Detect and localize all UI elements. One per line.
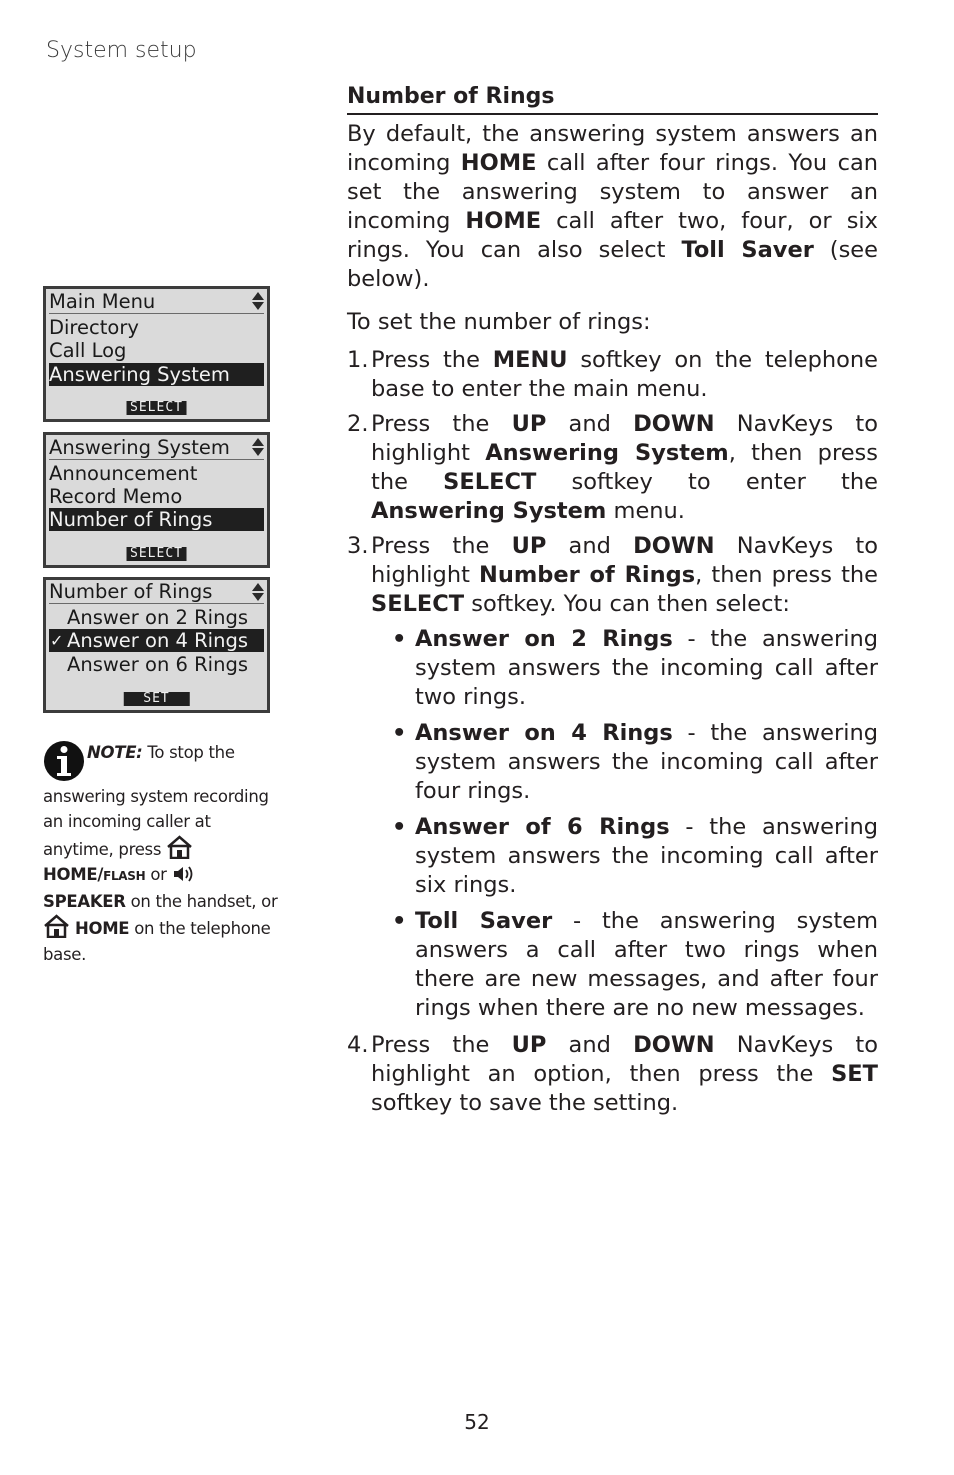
flash-key: FLASH	[103, 868, 146, 883]
list-item: • Answer on 2 Rings - the answering system answers the incoming call after two rings.	[392, 626, 878, 710]
softkey-label: SET	[123, 692, 189, 706]
note-box	[43, 740, 278, 967]
scroll-arrows-icon	[251, 437, 265, 457]
menu-item-label: Answer on 4 Rings	[67, 629, 248, 652]
note-text: on the handset, or	[125, 892, 278, 912]
menu-item: Directory	[49, 316, 139, 339]
section-heading: Number of Rings	[347, 82, 878, 115]
options-list	[371, 625, 878, 1023]
screen-title: Number of Rings	[49, 580, 264, 604]
menu-item: Announcement	[49, 462, 198, 485]
main-content	[347, 82, 878, 1118]
screen-title: Answering System	[49, 436, 264, 460]
page-header: System setup	[46, 38, 197, 63]
speaker-key: SPEAKER	[43, 892, 126, 912]
page-number: 52	[464, 1410, 490, 1434]
scroll-arrows-icon	[251, 582, 265, 602]
menu-item: Call Log	[49, 339, 127, 362]
lead-paragraph: To set the number of rings:	[347, 309, 651, 335]
checkmark-icon: ✓	[50, 631, 64, 650]
step-4: 4. Press the UP and DOWN NavKeys to highlight an option, then press the SET softkey to save the setting.	[347, 1032, 878, 1116]
speaker-icon	[172, 864, 194, 884]
note-text: on the telephone base.	[43, 919, 271, 964]
step-3: 3. Press the UP and DOWN NavKeys to highlight Number of Rings, then press the SELECT softkey. You can then select: • Answer on 2 Rings - the answering system answers the incoming call after two rings. • Answer on 4 Rings - the answering system answers the incoming call after four rings. • Answer of 6 Rings - the answering system answers the incoming call after six rings. • Toll Saver - the answering system answers a call after two rings when there are new messages, and after four rings when there are no new messages.	[347, 533, 878, 1021]
menu-item: Record Memo	[49, 485, 183, 508]
screen-title: Main Menu	[49, 290, 264, 314]
home-flash-key: HOME/	[43, 864, 104, 884]
step-2: 2. Press the UP and DOWN NavKeys to highlight Answering System, then press the SELECT softkey to enter the Answering System menu.	[347, 411, 878, 524]
menu-item-highlighted	[49, 629, 264, 652]
note-text: To stop the answering system recording an incoming caller at anytime, press	[43, 743, 269, 859]
info-icon	[43, 740, 87, 784]
lcd-screen-number-of-rings	[43, 577, 270, 713]
list-item: • Toll Saver - the answering system answers a call after two rings when there are new messages, and after four rings when there are no new messages.	[392, 908, 878, 1021]
intro-paragraph: By default, the answering system answers an incoming HOME call after four rings. You can set the answering system to answer an incoming HOME call after two, four, or six rings. You can also select Toll Saver (see below).	[347, 121, 879, 292]
home-icon	[43, 914, 70, 938]
lcd-screen-answering-system	[43, 432, 270, 568]
steps-list	[347, 346, 878, 1118]
menu-item-highlighted: Answering System	[49, 363, 264, 386]
home-key: HOME	[74, 919, 130, 939]
note-text: or	[145, 864, 172, 884]
scroll-arrows-icon	[251, 291, 265, 311]
softkey-label: SELECT	[126, 401, 187, 415]
menu-item-highlighted: Number of Rings	[49, 508, 264, 531]
home-icon	[166, 835, 193, 859]
note-label: NOTE:	[87, 743, 143, 762]
menu-item: Answer on 2 Rings	[67, 606, 248, 629]
list-item: • Answer on 4 Rings - the answering system answers the incoming call after four rings.	[392, 720, 878, 804]
softkey-label: SELECT	[126, 547, 187, 561]
step-1: 1. Press the MENU softkey on the telephone base to enter the main menu.	[347, 347, 878, 402]
menu-item: Answer on 6 Rings	[67, 653, 248, 676]
list-item: • Answer of 6 Rings - the answering system answers the incoming call after six rings.	[392, 814, 878, 898]
lcd-screen-main-menu	[43, 286, 270, 422]
